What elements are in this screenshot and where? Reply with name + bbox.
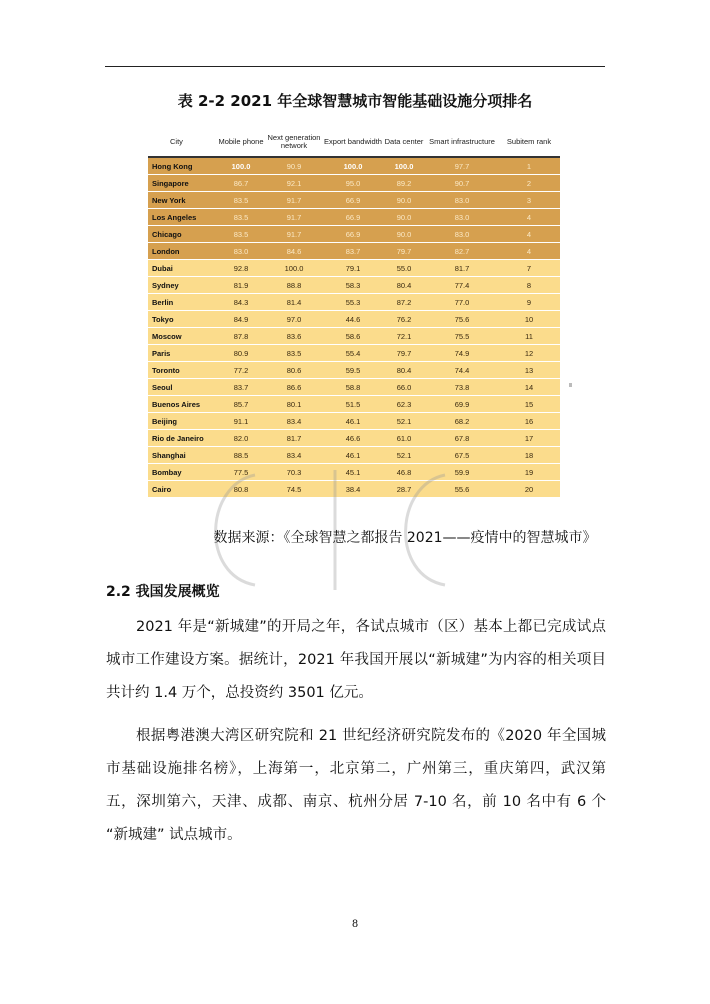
value-cell: 83.5 bbox=[218, 226, 264, 243]
value-cell: 88.5 bbox=[218, 447, 264, 464]
value-cell: 75.6 bbox=[426, 311, 498, 328]
value-cell: 17 bbox=[498, 430, 560, 447]
value-cell: 74.9 bbox=[426, 345, 498, 362]
table-row bbox=[148, 328, 560, 345]
column-header: Subitem rank bbox=[498, 127, 560, 157]
city-cell: Los Angeles bbox=[148, 209, 218, 226]
value-cell: 86.6 bbox=[264, 379, 324, 396]
value-cell: 77.4 bbox=[426, 277, 498, 294]
value-cell: 70.3 bbox=[264, 464, 324, 481]
value-cell: 80.4 bbox=[382, 362, 426, 379]
value-cell: 74.5 bbox=[264, 481, 324, 498]
value-cell: 91.7 bbox=[264, 192, 324, 209]
value-cell: 83.6 bbox=[264, 328, 324, 345]
value-cell: 91.7 bbox=[264, 226, 324, 243]
value-cell: 66.9 bbox=[324, 226, 382, 243]
value-cell: 84.6 bbox=[264, 243, 324, 260]
table-row bbox=[148, 243, 560, 260]
value-cell: 4 bbox=[498, 209, 560, 226]
value-cell: 85.7 bbox=[218, 396, 264, 413]
value-cell: 68.2 bbox=[426, 413, 498, 430]
value-cell: 74.4 bbox=[426, 362, 498, 379]
value-cell: 20 bbox=[498, 481, 560, 498]
value-cell: 46.1 bbox=[324, 413, 382, 430]
value-cell: 19 bbox=[498, 464, 560, 481]
value-cell: 77.0 bbox=[426, 294, 498, 311]
value-cell: 92.1 bbox=[264, 175, 324, 192]
value-cell: 46.1 bbox=[324, 447, 382, 464]
ranking-table-wrap bbox=[148, 127, 560, 498]
value-cell: 83.4 bbox=[264, 447, 324, 464]
value-cell: 15 bbox=[498, 396, 560, 413]
value-cell: 66.0 bbox=[382, 379, 426, 396]
value-cell: 87.8 bbox=[218, 328, 264, 345]
value-cell: 92.8 bbox=[218, 260, 264, 277]
city-cell: Hong Kong bbox=[148, 157, 218, 175]
value-cell: 52.1 bbox=[382, 413, 426, 430]
table-row bbox=[148, 345, 560, 362]
value-cell: 66.9 bbox=[324, 192, 382, 209]
value-cell: 46.8 bbox=[382, 464, 426, 481]
city-cell: Dubai bbox=[148, 260, 218, 277]
ranking-table bbox=[148, 127, 560, 498]
city-cell: Bombay bbox=[148, 464, 218, 481]
value-cell: 1 bbox=[498, 157, 560, 175]
value-cell: 90.0 bbox=[382, 192, 426, 209]
table-header-row bbox=[148, 127, 560, 157]
value-cell: 95.0 bbox=[324, 175, 382, 192]
value-cell: 82.7 bbox=[426, 243, 498, 260]
table-row bbox=[148, 413, 560, 430]
value-cell: 81.9 bbox=[218, 277, 264, 294]
value-cell: 55.0 bbox=[382, 260, 426, 277]
table-row bbox=[148, 226, 560, 243]
value-cell: 83.5 bbox=[218, 209, 264, 226]
value-cell: 67.8 bbox=[426, 430, 498, 447]
value-cell: 77.2 bbox=[218, 362, 264, 379]
value-cell: 10 bbox=[498, 311, 560, 328]
value-cell: 83.4 bbox=[264, 413, 324, 430]
table-row bbox=[148, 464, 560, 481]
margin-mark bbox=[569, 383, 572, 387]
city-cell: Tokyo bbox=[148, 311, 218, 328]
city-cell: Rio de Janeiro bbox=[148, 430, 218, 447]
value-cell: 73.8 bbox=[426, 379, 498, 396]
value-cell: 44.6 bbox=[324, 311, 382, 328]
value-cell: 58.8 bbox=[324, 379, 382, 396]
body-paragraph: 2021 年是“新城建”的开局之年，各试点城市（区）基本上都已完成试点城市工作建设方案。据统计，2021 年我国开展以“新城建”为内容的相关项目共计约 1.4 万个，总投资约 3501 亿元。 bbox=[106, 619, 606, 701]
table-row bbox=[148, 379, 560, 396]
value-cell: 83.0 bbox=[218, 243, 264, 260]
value-cell: 11 bbox=[498, 328, 560, 345]
value-cell: 83.7 bbox=[218, 379, 264, 396]
value-cell: 46.6 bbox=[324, 430, 382, 447]
value-cell: 28.7 bbox=[382, 481, 426, 498]
value-cell: 55.4 bbox=[324, 345, 382, 362]
value-cell: 89.2 bbox=[382, 175, 426, 192]
table-row bbox=[148, 192, 560, 209]
value-cell: 12 bbox=[498, 345, 560, 362]
value-cell: 52.1 bbox=[382, 447, 426, 464]
value-cell: 59.9 bbox=[426, 464, 498, 481]
value-cell: 58.3 bbox=[324, 277, 382, 294]
column-header: City bbox=[148, 127, 218, 157]
value-cell: 83.7 bbox=[324, 243, 382, 260]
value-cell: 69.9 bbox=[426, 396, 498, 413]
table-title: 表 2-2 2021 年全球智慧城市智能基础设施分项排名 bbox=[177, 92, 533, 110]
value-cell: 45.1 bbox=[324, 464, 382, 481]
value-cell: 80.1 bbox=[264, 396, 324, 413]
column-header: Export bandwidth bbox=[324, 127, 382, 157]
table-row bbox=[148, 481, 560, 498]
table-row bbox=[148, 277, 560, 294]
value-cell: 83.0 bbox=[426, 209, 498, 226]
table-row bbox=[148, 294, 560, 311]
value-cell: 4 bbox=[498, 226, 560, 243]
value-cell: 59.5 bbox=[324, 362, 382, 379]
city-cell: Sydney bbox=[148, 277, 218, 294]
value-cell: 2 bbox=[498, 175, 560, 192]
value-cell: 97.0 bbox=[264, 311, 324, 328]
value-cell: 81.7 bbox=[426, 260, 498, 277]
value-cell: 97.7 bbox=[426, 157, 498, 175]
value-cell: 80.6 bbox=[264, 362, 324, 379]
value-cell: 91.1 bbox=[218, 413, 264, 430]
value-cell: 38.4 bbox=[324, 481, 382, 498]
value-cell: 76.2 bbox=[382, 311, 426, 328]
value-cell: 82.0 bbox=[218, 430, 264, 447]
column-header: Smart infrastructure bbox=[426, 127, 498, 157]
value-cell: 90.0 bbox=[382, 209, 426, 226]
value-cell: 83.0 bbox=[426, 226, 498, 243]
value-cell: 75.5 bbox=[426, 328, 498, 345]
value-cell: 88.8 bbox=[264, 277, 324, 294]
value-cell: 51.5 bbox=[324, 396, 382, 413]
value-cell: 4 bbox=[498, 243, 560, 260]
value-cell: 77.5 bbox=[218, 464, 264, 481]
city-cell: London bbox=[148, 243, 218, 260]
city-cell: New York bbox=[148, 192, 218, 209]
value-cell: 80.4 bbox=[382, 277, 426, 294]
value-cell: 91.7 bbox=[264, 209, 324, 226]
value-cell: 3 bbox=[498, 192, 560, 209]
city-cell: Toronto bbox=[148, 362, 218, 379]
value-cell: 90.9 bbox=[264, 157, 324, 175]
value-cell: 9 bbox=[498, 294, 560, 311]
value-cell: 100.0 bbox=[382, 157, 426, 175]
header-rule bbox=[105, 66, 605, 67]
value-cell: 83.0 bbox=[426, 192, 498, 209]
value-cell: 79.1 bbox=[324, 260, 382, 277]
table-row bbox=[148, 311, 560, 328]
table-row bbox=[148, 175, 560, 192]
value-cell: 100.0 bbox=[324, 157, 382, 175]
table-row bbox=[148, 447, 560, 464]
value-cell: 87.2 bbox=[382, 294, 426, 311]
value-cell: 80.9 bbox=[218, 345, 264, 362]
value-cell: 58.6 bbox=[324, 328, 382, 345]
value-cell: 8 bbox=[498, 277, 560, 294]
value-cell: 90.0 bbox=[382, 226, 426, 243]
value-cell: 84.3 bbox=[218, 294, 264, 311]
city-cell: Beijing bbox=[148, 413, 218, 430]
column-header: Mobile phone bbox=[218, 127, 264, 157]
value-cell: 81.4 bbox=[264, 294, 324, 311]
page-number: 8 bbox=[351, 919, 359, 930]
value-cell: 7 bbox=[498, 260, 560, 277]
city-cell: Shanghai bbox=[148, 447, 218, 464]
city-cell: Chicago bbox=[148, 226, 218, 243]
value-cell: 61.0 bbox=[382, 430, 426, 447]
value-cell: 84.9 bbox=[218, 311, 264, 328]
city-cell: Moscow bbox=[148, 328, 218, 345]
body-paragraph: 根据粤港澳大湾区研究院和 21 世纪经济研究院发布的《2020 年全国城市基础设施排名榜》，上海第一，北京第二，广州第三，重庆第四，武汉第五，深圳第六，天津、成都、南京、杭州分居 7-10 名，前 10 名中有 6 个 “新城建” 试点城市。 bbox=[106, 728, 606, 843]
column-header: Data center bbox=[382, 127, 426, 157]
city-cell: Berlin bbox=[148, 294, 218, 311]
value-cell: 55.6 bbox=[426, 481, 498, 498]
value-cell: 14 bbox=[498, 379, 560, 396]
city-cell: Buenos Aires bbox=[148, 396, 218, 413]
value-cell: 86.7 bbox=[218, 175, 264, 192]
table-source-note: 数据来源：《全球智慧之都报告 2021——疫情中的智慧城市》 bbox=[213, 530, 597, 546]
value-cell: 79.7 bbox=[382, 345, 426, 362]
value-cell: 83.5 bbox=[218, 192, 264, 209]
value-cell: 83.5 bbox=[264, 345, 324, 362]
table-row bbox=[148, 396, 560, 413]
city-cell: Cairo bbox=[148, 481, 218, 498]
table-row bbox=[148, 157, 560, 175]
city-cell: Seoul bbox=[148, 379, 218, 396]
value-cell: 72.1 bbox=[382, 328, 426, 345]
column-header: Next generation network bbox=[264, 127, 324, 157]
section-heading: 2.2 我国发展概览 bbox=[106, 584, 220, 600]
value-cell: 18 bbox=[498, 447, 560, 464]
value-cell: 16 bbox=[498, 413, 560, 430]
city-cell: Paris bbox=[148, 345, 218, 362]
value-cell: 66.9 bbox=[324, 209, 382, 226]
value-cell: 55.3 bbox=[324, 294, 382, 311]
table-row bbox=[148, 209, 560, 226]
value-cell: 62.3 bbox=[382, 396, 426, 413]
value-cell: 100.0 bbox=[264, 260, 324, 277]
value-cell: 13 bbox=[498, 362, 560, 379]
value-cell: 67.5 bbox=[426, 447, 498, 464]
value-cell: 80.8 bbox=[218, 481, 264, 498]
value-cell: 100.0 bbox=[218, 157, 264, 175]
table-row bbox=[148, 430, 560, 447]
table-row bbox=[148, 260, 560, 277]
value-cell: 90.7 bbox=[426, 175, 498, 192]
value-cell: 81.7 bbox=[264, 430, 324, 447]
city-cell: Singapore bbox=[148, 175, 218, 192]
value-cell: 79.7 bbox=[382, 243, 426, 260]
table-row bbox=[148, 362, 560, 379]
